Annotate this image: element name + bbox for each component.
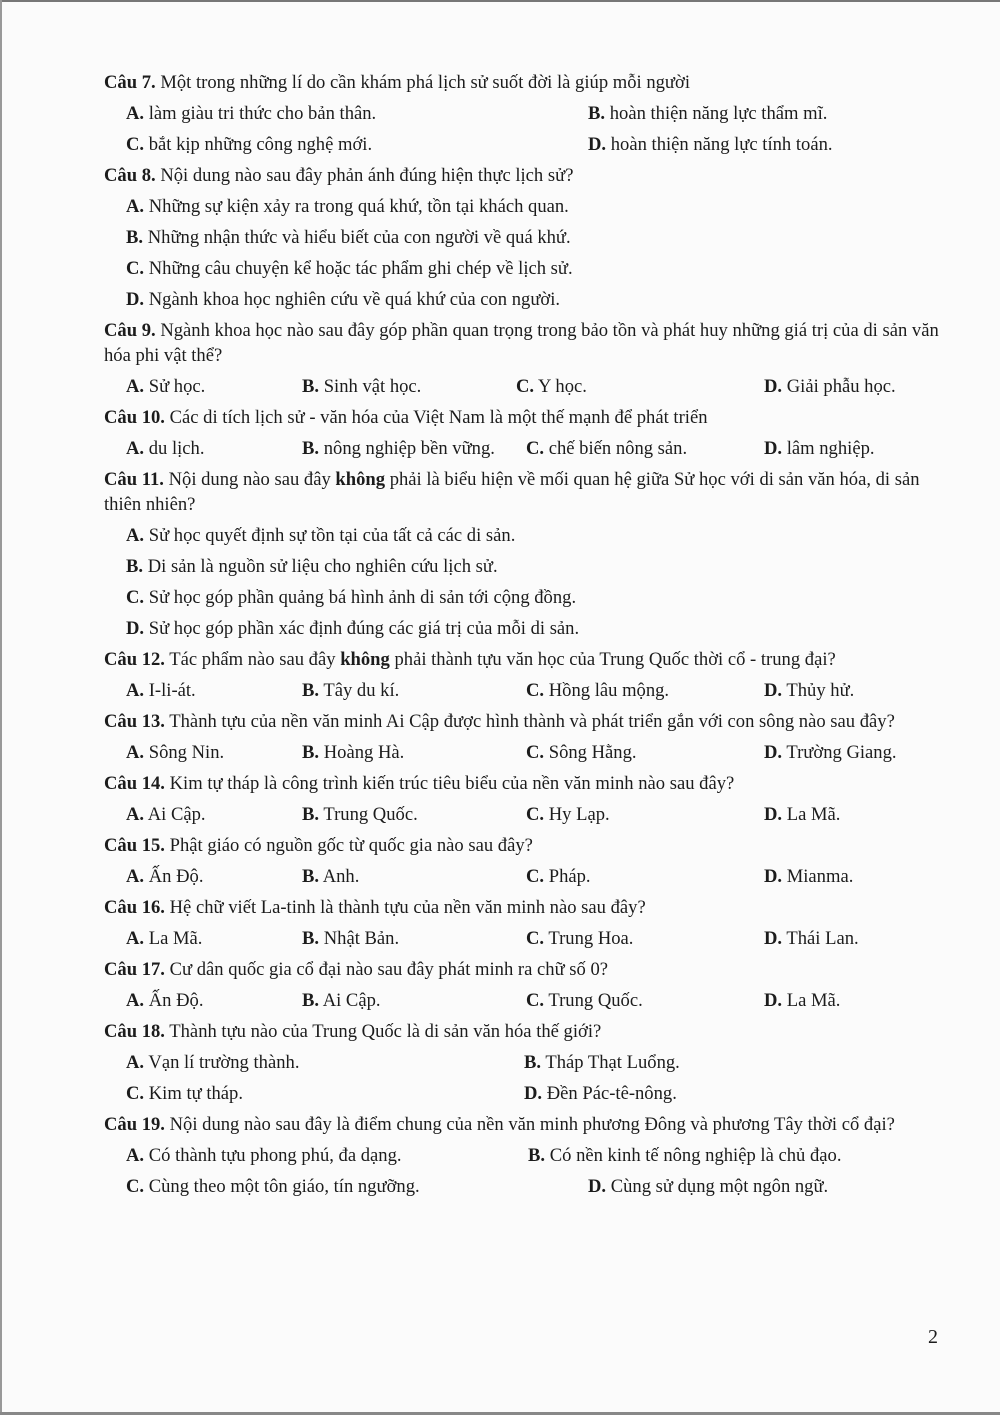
option-b[interactable]: B. Có nền kinh tế nông nghiệp là chủ đạo. (528, 1145, 842, 1166)
question-17 (104, 957, 944, 1013)
option-a[interactable]: A. Sử học quyết định sự tồn tại của tất cả các di sản. (126, 525, 516, 546)
question-text: Phật giáo có nguồn gốc từ quốc gia nào sau đây? (169, 835, 533, 856)
question-stem (104, 771, 944, 796)
question-text: Ngành khoa học nào sau đây góp phần quan trọng trong bảo tồn và phát huy những giá trị của di sản văn hóa phi vật thể? (104, 320, 939, 366)
question-stem: Câu 11. Nội dung nào sau đây không phải là biểu hiện về mối quan hệ giữa Sử học với di sản văn hóa, di sản thiên nhiên? (104, 469, 920, 515)
option-b[interactable]: B. Sinh vật học. (302, 376, 422, 397)
option-d[interactable]: D. Trường Giang. (764, 742, 897, 763)
question-9 (104, 318, 944, 399)
options (126, 926, 944, 951)
option-c[interactable]: C. Sử học góp phần quảng bá hình ảnh di sản tới cộng đồng. (126, 587, 577, 608)
question-19 (104, 1112, 944, 1199)
option-b[interactable]: B. Ai Cập. (302, 990, 381, 1011)
option-c[interactable]: C. Hy Lạp. (526, 804, 610, 825)
option-b[interactable]: B. Anh. (302, 866, 360, 887)
option-d[interactable]: D. Giải phẫu học. (764, 376, 896, 397)
question-number: Câu 19. (104, 1114, 165, 1135)
option-c[interactable]: C. Kim tự tháp. (126, 1083, 243, 1104)
options (126, 374, 944, 399)
question-number: Câu 8. (104, 165, 156, 186)
question-text: Thành tựu nào của Trung Quốc là di sản văn hóa thế giới? (169, 1021, 602, 1042)
options (126, 523, 944, 641)
option-d[interactable]: D. Thủy hử. (764, 680, 855, 701)
options (126, 194, 944, 312)
option-d[interactable]: D. Ngành khoa học nghiên cứu về quá khứ của con người. (126, 289, 561, 310)
question-number: Câu 11. (104, 469, 164, 490)
option-a[interactable]: A. du lịch. (126, 438, 205, 459)
option-d[interactable]: D. lâm nghiệp. (764, 438, 875, 459)
option-a[interactable]: A. Vạn lí trường thành. (126, 1052, 300, 1073)
question-number: Câu 9. (104, 320, 156, 341)
option-b[interactable]: B. nông nghiệp bền vững. (302, 438, 495, 459)
options (126, 101, 944, 157)
option-c[interactable]: C. Những câu chuyện kể hoặc tác phẩm ghi chép về lịch sử. (126, 258, 573, 279)
options (126, 1143, 944, 1199)
option-c[interactable]: C. Trung Quốc. (526, 990, 643, 1011)
option-d[interactable]: D. Thái Lan. (764, 928, 859, 949)
options (126, 436, 944, 461)
question-number: Câu 18. (104, 1021, 165, 1042)
option-b[interactable]: B. Tháp Thạt Luổng. (524, 1052, 680, 1073)
question-text: Hệ chữ viết La-tinh là thành tựu của nền văn minh nào sau đây? (169, 897, 646, 918)
option-a[interactable]: A. Có thành tựu phong phú, đa dạng. (126, 1145, 402, 1166)
question-stem (104, 895, 944, 920)
question-number: Câu 10. (104, 407, 165, 428)
question-number: Câu 13. (104, 711, 165, 732)
option-c[interactable]: C. chế biến nông sản. (526, 438, 688, 459)
option-b[interactable]: B. Di sản là nguồn sử liệu cho nghiên cứu lịch sử. (126, 556, 498, 577)
question-number: Câu 12. (104, 649, 165, 670)
scan-edge-left (0, 0, 2, 1415)
question-text: Nội dung nào sau đây là điểm chung của nền văn minh phương Đông và phương Tây thời cổ đại? (169, 1114, 895, 1135)
scan-edge-top (0, 0, 1000, 2)
question-number: Câu 7. (104, 72, 156, 93)
question-12 (104, 647, 944, 703)
question-11 (104, 467, 944, 641)
option-a[interactable]: A. Ấn Độ. (126, 990, 204, 1011)
question-10 (104, 405, 944, 461)
question-16 (104, 895, 944, 951)
option-a[interactable]: A. I-li-át. (126, 680, 196, 701)
exam-page (104, 70, 944, 1205)
question-stem (104, 709, 944, 734)
options (126, 988, 944, 1013)
question-8 (104, 163, 944, 312)
question-14 (104, 771, 944, 827)
option-c[interactable]: C. Sông Hằng. (526, 742, 637, 763)
question-stem (104, 833, 944, 858)
option-d[interactable]: D. hoàn thiện năng lực tính toán. (588, 134, 833, 155)
option-d[interactable]: D. La Mã. (764, 804, 841, 825)
question-7 (104, 70, 944, 157)
page-number: 2 (928, 1326, 938, 1348)
options (126, 678, 944, 703)
options (126, 864, 944, 889)
option-a[interactable]: A. Sông Nin. (126, 742, 225, 763)
question-13 (104, 709, 944, 765)
option-b[interactable]: B. Trung Quốc. (302, 804, 418, 825)
question-text: Kim tự tháp là công trình kiến trúc tiêu biểu của nền văn minh nào sau đây? (169, 773, 735, 794)
emphasis-khong: không (340, 649, 390, 670)
options (126, 740, 944, 765)
question-stem (104, 318, 944, 368)
option-d[interactable]: D. Sử học góp phần xác định đúng các giá trị của mỗi di sản. (126, 618, 580, 639)
options (126, 1050, 944, 1106)
question-number: Câu 14. (104, 773, 165, 794)
question-text: Nội dung nào sau đây phản ánh đúng hiện thực lịch sử? (160, 165, 574, 186)
option-d[interactable]: D. Mianma. (764, 866, 854, 887)
question-number: Câu 16. (104, 897, 165, 918)
option-c[interactable]: C. Pháp. (526, 866, 591, 887)
option-a[interactable]: A. Ấn Độ. (126, 866, 204, 887)
option-b[interactable]: B. Nhật Bản. (302, 928, 400, 949)
option-c[interactable]: C. Hồng lâu mộng. (526, 680, 670, 701)
question-stem (104, 405, 944, 430)
question-text: Các di tích lịch sử - văn hóa của Việt Nam là một thế mạnh để phát triển (169, 407, 708, 428)
option-c[interactable]: C. Cùng theo một tôn giáo, tín ngưỡng. (126, 1176, 420, 1197)
question-text: Thành tựu của nền văn minh Ai Cập được hình thành và phát triển gắn với con sông nào sau đây? (169, 711, 895, 732)
option-c[interactable]: C. Y học. (516, 376, 587, 397)
question-stem: Câu 12. Tác phẩm nào sau đây không phải thành tựu văn học của Trung Quốc thời cổ - trung đại? (104, 649, 836, 670)
question-stem (104, 1112, 944, 1137)
option-a[interactable]: A. làm giàu tri thức cho bản thân. (126, 103, 377, 124)
question-number: Câu 17. (104, 959, 165, 980)
question-stem (104, 163, 944, 188)
question-text: Cư dân quốc gia cổ đại nào sau đây phát minh ra chữ số 0? (169, 959, 609, 980)
option-c[interactable]: C. Trung Hoa. (526, 928, 634, 949)
question-18 (104, 1019, 944, 1106)
option-a[interactable]: A. Những sự kiện xảy ra trong quá khứ, tồn tại khách quan. (126, 196, 569, 217)
question-15 (104, 833, 944, 889)
option-b[interactable]: B. Những nhận thức và hiểu biết của con người về quá khứ. (126, 227, 571, 248)
option-b[interactable]: B. hoàn thiện năng lực thẩm mĩ. (588, 103, 828, 124)
option-b[interactable]: B. Tây du kí. (302, 680, 400, 701)
option-c[interactable]: C. bắt kịp những công nghệ mới. (126, 134, 373, 155)
option-a[interactable]: A. La Mã. (126, 928, 203, 949)
question-stem (104, 70, 944, 95)
option-d[interactable]: D. La Mã. (764, 990, 841, 1011)
option-a[interactable]: A. Sử học. (126, 376, 206, 397)
question-text: Một trong những lí do cần khám phá lịch sử suốt đời là giúp mỗi người (160, 72, 691, 93)
option-a[interactable]: A. Ai Cập. (126, 804, 206, 825)
question-stem (104, 1019, 944, 1044)
options (126, 802, 944, 827)
question-stem (104, 957, 944, 982)
option-d[interactable]: D. Đền Pác-tê-nông. (524, 1083, 677, 1104)
option-d[interactable]: D. Cùng sử dụng một ngôn ngữ. (588, 1176, 829, 1197)
question-number: Câu 15. (104, 835, 165, 856)
option-b[interactable]: B. Hoàng Hà. (302, 742, 405, 763)
emphasis-khong: không (335, 469, 386, 490)
